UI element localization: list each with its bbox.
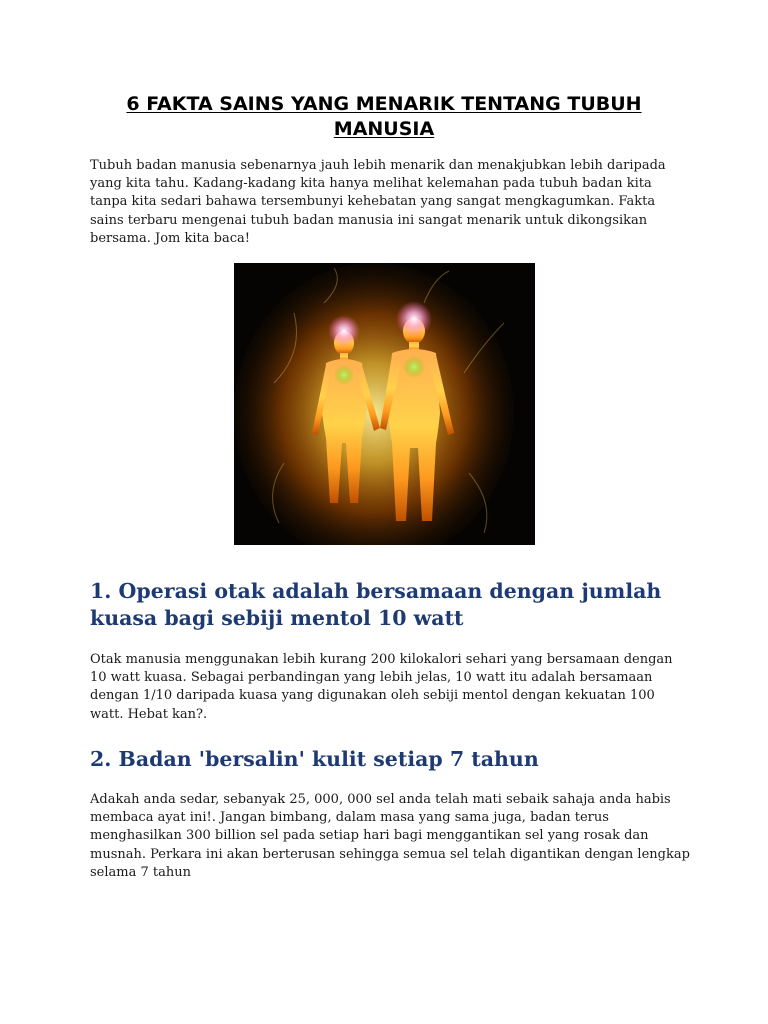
aura-illustration [234,263,535,545]
section-1-heading: 1. Operasi otak adalah bersamaan dengan jumlah kuasa bagi sebiji mentol 10 watt [90,579,662,630]
intro-paragraph: Tubuh badan manusia sebenarnya jauh lebih menarik dan menakjubkan lebih daripada yang kita tahu. Kadang-kadang kita hanya melihat kelemahan pada tubuh badan kita tanpa kita sedari bahawa tersembunyi kehebatan yang sangat mengkagumkan. Fakta sains terbaru mengenai tubuh badan manusia ini sangat menarik untuk dikongsikan bersama. Jom kita baca! [90,158,666,246]
document-title: 6 FAKTA SAINS YANG MENARIK TENTANG TUBUH MANUSIA [126,93,642,140]
glowing-aura-couple-icon [234,263,535,545]
section-2-body: Adakah anda sedar, sebanyak 25, 000, 000 sel anda telah mati sebaik sahaja anda habis membaca ayat ini!. Jangan bimbang, dalam masa yang sama juga, badan terus menghasilkan 300 billion sel pada setiap hari bagi menggantikan sel yang rosak dan musnah. Perkara ini akan berterusan sehingga semua sel telah digantikan dengan lengkap selama 7 tahun [90,792,690,880]
section-1-body: Otak manusia menggunakan lebih kurang 200 kilokalori sehari yang bersamaan dengan 10 watt kuasa. Sebagai perbandingan yang lebih jelas, 10 watt itu adalah bersamaan dengan 1/10 daripada kuasa yang digunakan oleh sebiji mentol dengan kekuatan 100 watt. Hebat kan?. [90,652,673,722]
section-2-heading: 2. Badan 'bersalin' kulit setiap 7 tahun [90,747,539,771]
